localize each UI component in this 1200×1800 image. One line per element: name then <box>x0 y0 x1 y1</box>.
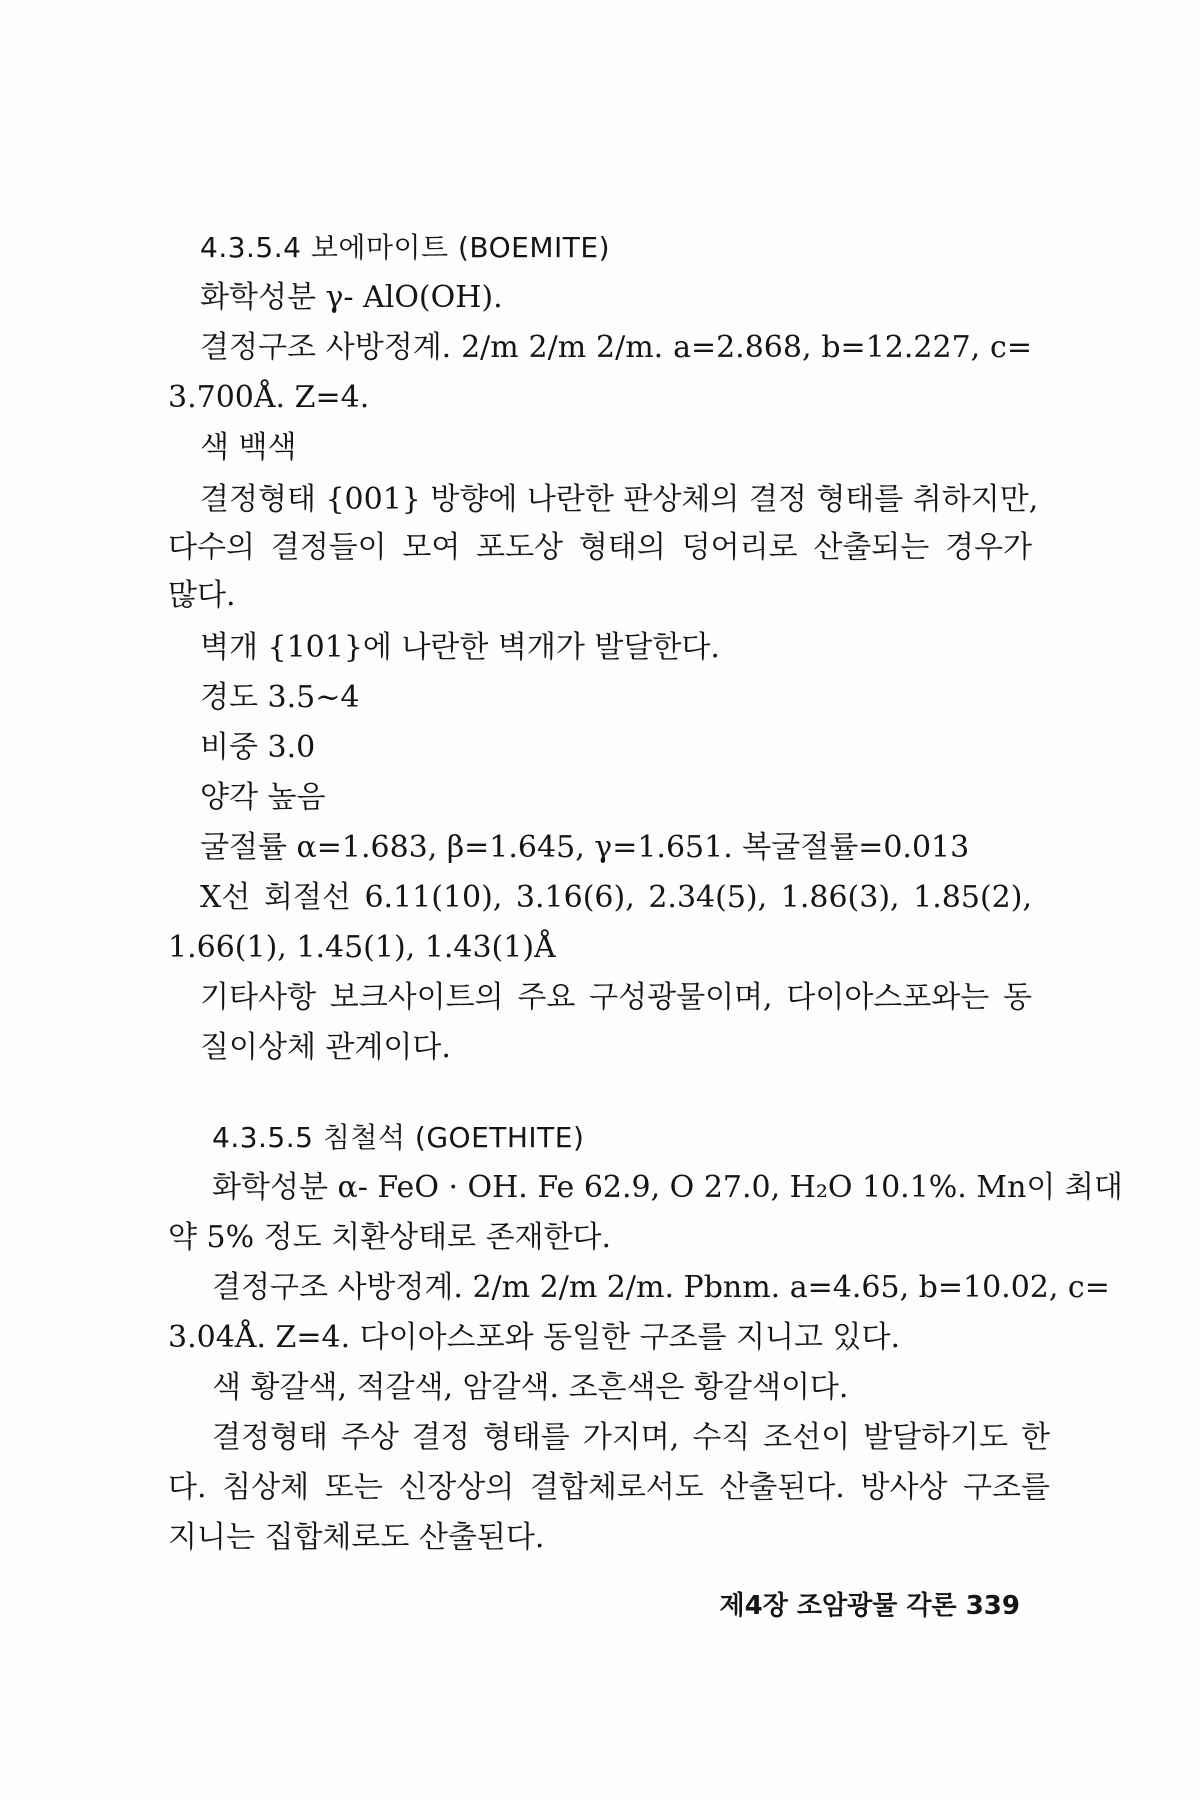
text-line: 많다. <box>168 578 236 613</box>
text-line: 색 황갈색, 적갈색, 암갈색. 조흔색은 황갈색이다. <box>212 1370 849 1405</box>
text-line: 비중 3.0 <box>200 730 316 765</box>
text-line: 결정구조 사방정계. 2/m 2/m 2/m. Pbnm. a=4.65, b=10.02, c= <box>212 1270 1110 1305</box>
section-heading-goethite: 4.3.5.5 침철석 (GOETHITE) <box>212 1121 585 1154</box>
text-line: 화학성분 γ- AlO(OH). <box>200 280 503 315</box>
text-line: 다. 침상체 또는 신장상의 결합체로서도 산출된다. 방사상 구조를 <box>168 1470 1050 1505</box>
text-line: 지니는 집합체로도 산출된다. <box>168 1520 545 1555</box>
text-line: 1.66(1), 1.45(1), 1.43(1)Å <box>168 930 556 965</box>
text-line: X선 회절선 6.11(10), 3.16(6), 2.34(5), 1.86(3), 1.85(2), <box>200 880 1032 915</box>
text-line: 경도 3.5~4 <box>200 680 360 715</box>
text-line: 양각 높음 <box>200 780 326 815</box>
section-heading-boemite: 4.3.5.4 보에마이트 (BOEMITE) <box>200 231 611 264</box>
text-line: 질이상체 관계이다. <box>200 1030 451 1065</box>
text-line: 화학성분 α- FeO · OH. Fe 62.9, O 27.0, H₂O 10.1%. Mn이 최대 <box>212 1170 1123 1205</box>
page-footer: 제4장 조암광물 각론 339 <box>719 1591 1020 1621</box>
text-line: 기타사항 보크사이트의 주요 구성광물이며, 다이아스포와는 동 <box>200 980 1032 1015</box>
text-line: 결정구조 사방정계. 2/m 2/m 2/m. a=2.868, b=12.227, c= <box>200 330 1032 365</box>
text-line: 3.04Å. Z=4. 다이아스포와 동일한 구조를 지니고 있다. <box>168 1320 901 1355</box>
text-line: 굴절률 α=1.683, β=1.645, γ=1.651. 복굴절률=0.013 <box>200 830 970 865</box>
text-line: 약 5% 정도 치환상태로 존재한다. <box>168 1220 612 1255</box>
text-line: 벽개 {101}에 나란한 벽개가 발달한다. <box>200 630 720 665</box>
text-line: 결정형태 주상 결정 형태를 가지며, 수직 조선이 발달하기도 한 <box>212 1420 1050 1455</box>
text-line: 결정형태 {001} 방향에 나란한 판상체의 결정 형태를 취하지만, <box>200 482 1039 517</box>
text-line: 다수의 결정들이 모여 포도상 형태의 덩어리로 산출되는 경우가 <box>168 530 1032 565</box>
text-line: 3.700Å. Z=4. <box>168 380 370 415</box>
text-line: 색 백색 <box>200 430 297 465</box>
